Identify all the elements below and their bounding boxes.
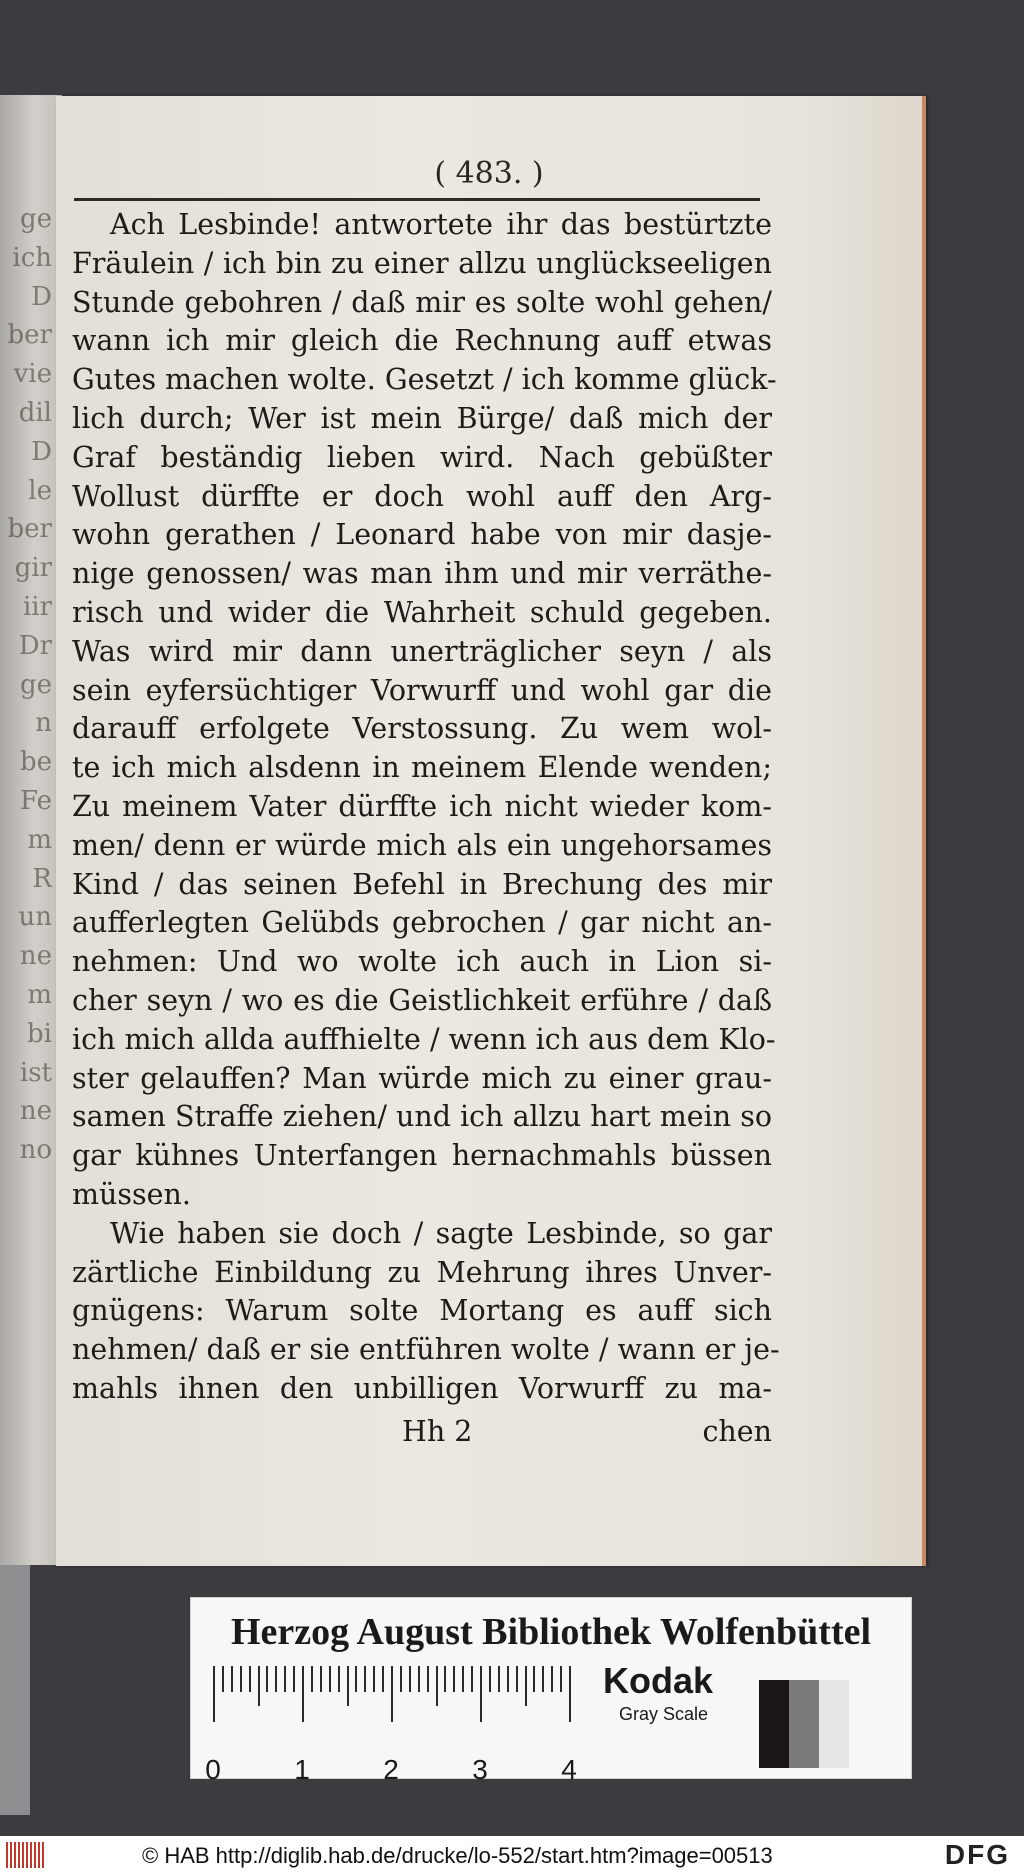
- ruler-tick: [258, 1666, 260, 1706]
- bleed-fragment: D: [31, 436, 52, 467]
- ruler-tick: [320, 1666, 322, 1692]
- book-page: [56, 96, 926, 1566]
- bleed-fragment: m: [27, 824, 52, 855]
- ruler-tick: [489, 1666, 491, 1692]
- ruler-tick: [533, 1666, 535, 1692]
- page-footer: [72, 1415, 772, 1455]
- text-line: Kind / das seinen Befehl in Brechung des mir: [72, 867, 772, 901]
- bleed-fragment: ge: [19, 204, 52, 234]
- bleed-fragment: n: [35, 708, 52, 739]
- text-line: lich durch; Wer ist mein Bürge/ daß mich der: [72, 401, 772, 435]
- catchword: chen: [702, 1415, 772, 1448]
- adjacent-page-lower: [0, 1565, 30, 1815]
- bleed-fragment: ist: [19, 1057, 52, 1088]
- ruler-tick: [213, 1666, 215, 1722]
- text-line: Graf beständig lieben wird. Nach gebüßter: [72, 440, 772, 474]
- ruler-tick: [275, 1666, 277, 1692]
- ruler-tick: [498, 1666, 500, 1692]
- bleed-fragment: gir: [14, 553, 52, 584]
- ruler-tick: [266, 1666, 268, 1692]
- bleed-fragment: le: [28, 475, 52, 506]
- ruler-tick: [453, 1666, 455, 1692]
- ruler-tick: [231, 1666, 233, 1692]
- bleed-fragment: ne: [19, 941, 52, 972]
- bleed-fragment: iir: [22, 591, 52, 622]
- text-line: Ach Lesbinde! antwortete ihr das bestürtzte: [110, 208, 772, 241]
- text-line: wohn gerathen / Leonard habe von mir dasje-: [72, 518, 772, 552]
- text-line: Stunde gebohren / daß mir es solte wohl gehen/: [72, 285, 772, 319]
- page-text: [72, 206, 780, 1409]
- bleed-fragment: m: [27, 979, 52, 1010]
- ruler-tick: [551, 1666, 553, 1692]
- ruler-tick: [542, 1666, 544, 1692]
- gray-scale-label: Gray Scale: [619, 1704, 709, 1724]
- header-rule: [74, 198, 760, 201]
- signature-mark: Hh 2: [402, 1415, 473, 1448]
- ruler-tick: [293, 1666, 295, 1692]
- ruler-tick: [302, 1666, 304, 1722]
- text-line: nige genossen/ was man ihm und mir verräthe-: [72, 557, 772, 591]
- text-line: wann ich mir gleich die Rechnung auff etwas: [72, 324, 772, 358]
- ruler-tick: [249, 1666, 251, 1692]
- text-line: darauff erfolgete Verstossung. Zu wem wol-: [72, 712, 772, 746]
- bleed-fragment: dil: [18, 397, 52, 428]
- ruler-number: 4: [561, 1754, 577, 1785]
- ruler-tick: [373, 1666, 375, 1692]
- bleed-fragment: D: [31, 281, 52, 312]
- ruler-tick: [355, 1666, 357, 1692]
- ruler-tick: [569, 1666, 571, 1722]
- bleed-fragment: Dr: [18, 630, 52, 661]
- ruler-number: 0: [205, 1754, 221, 1785]
- ruler-tick: [427, 1666, 429, 1692]
- gray-swatch: [759, 1680, 789, 1768]
- ruler-tick: [222, 1666, 224, 1692]
- ruler-number: 1: [294, 1754, 310, 1785]
- copyright-link[interactable]: © HAB http://diglib.hab.de/drucke/lo-552/start.htm?image=00513: [142, 1843, 773, 1868]
- ruler-tick: [284, 1666, 286, 1692]
- bleed-fragment: Fe: [19, 785, 52, 816]
- ruler-tick: [364, 1666, 366, 1692]
- text-line: nehmen: Und wo wolte ich auch in Lion si-: [72, 945, 772, 979]
- bleed-fragment: ne: [19, 1096, 52, 1127]
- text-line: Zu meinem Vater dürffte ich nicht wieder kom-: [72, 789, 772, 823]
- bleed-fragment: ich: [12, 242, 52, 273]
- text-line: Wie haben sie doch / sagte Lesbinde, so gar: [110, 1216, 772, 1250]
- text-line: te ich mich alsdenn in meinem Elende wenden;: [72, 751, 772, 785]
- bleed-fragment: ber: [7, 320, 52, 351]
- ruler-tick: [560, 1666, 562, 1692]
- text-line: risch und wider die Wahrheit schuld gegeben.: [72, 595, 772, 629]
- text-line: ster gelauffen? Man würde mich zu einer grau-: [72, 1061, 772, 1095]
- bleed-fragment: bi: [27, 1018, 52, 1049]
- ruler-tick: [516, 1666, 518, 1692]
- text-line: cher seyn / wo es die Geistlichkeit erführe / daß: [72, 983, 772, 1017]
- bleed-fragment: vie: [13, 359, 52, 390]
- ruler-tick: [409, 1666, 411, 1692]
- text-line: men/ denn er würde mich als ein ungehorsames: [72, 828, 772, 862]
- ruler-tick: [338, 1666, 340, 1692]
- text-line: gnügens: Warum solte Mortang es auff sich: [72, 1294, 772, 1328]
- ruler-tick: [462, 1666, 464, 1692]
- ruler-number: 3: [472, 1754, 488, 1785]
- color-target-card: [190, 1597, 912, 1785]
- text-line: Wollust dürffte er doch wohl auff den Arg-: [72, 479, 772, 513]
- bleed-fragment: R: [32, 863, 52, 894]
- bleed-fragment: un: [18, 902, 52, 933]
- page-number: ( 483. ): [434, 156, 544, 191]
- gray-swatch: [819, 1680, 849, 1768]
- ruler-tick: [311, 1666, 313, 1692]
- text-line: Was wird mir dann unerträglicher seyn / als: [72, 634, 772, 668]
- ruler-tick: [240, 1666, 242, 1692]
- bleed-fragment: no: [19, 1135, 52, 1166]
- kodak-logo: Kodak: [603, 1660, 714, 1701]
- text-line: Gutes machen wolte. Gesetzt / ich komme glück-: [72, 363, 777, 397]
- ruler-tick: [347, 1666, 349, 1706]
- ruler-tick: [436, 1666, 438, 1706]
- gray-swatch: [789, 1680, 819, 1768]
- ruler-tick: [525, 1666, 527, 1706]
- text-line: gar kühnes Unterfangen hernachmahls büssen: [72, 1139, 772, 1173]
- text-line: aufferlegten Gelübds gebrochen / gar nicht an-: [72, 906, 772, 940]
- text-line: nehmen/ daß er sie entführen wolte / wann er je-: [72, 1333, 780, 1367]
- ruler-tick: [400, 1666, 402, 1692]
- dfg-logo: DFG: [944, 1839, 1010, 1870]
- bleed-fragment: ber: [7, 514, 52, 545]
- measurement-ruler: [205, 1666, 577, 1785]
- ruler-tick: [391, 1666, 393, 1722]
- bleed-fragment: be: [19, 747, 52, 778]
- text-line: sein eyfersüchtiger Vorwurff und wohl gar die: [72, 673, 772, 707]
- adjacent-page-text: [0, 200, 52, 1440]
- text-line: samen Straffe ziehen/ und ich allzu hart mein so: [72, 1100, 772, 1134]
- ruler-number: 2: [383, 1754, 399, 1785]
- ruler-tick: [382, 1666, 384, 1692]
- ruler-tick: [471, 1666, 473, 1692]
- text-line: müssen.: [72, 1177, 191, 1211]
- attribution-bar: [0, 1836, 1024, 1874]
- text-line: Fräulein / ich bin zu einer allzu unglückseeligen: [72, 246, 772, 280]
- text-line: zärtliche Einbildung zu Mehrung ihres Unver-: [72, 1255, 772, 1289]
- bleed-fragment: ge: [19, 669, 52, 700]
- ruler-tick: [329, 1666, 331, 1692]
- hab-logo-icon: [6, 1842, 46, 1868]
- text-line: ich mich allda auffhielte / wenn ich aus dem Klo-: [72, 1022, 776, 1056]
- ruler-tick: [444, 1666, 446, 1692]
- ruler-tick: [418, 1666, 420, 1692]
- text-line: mahls ihnen den unbilligen Vorwurff zu ma-: [72, 1371, 772, 1405]
- ruler-tick: [507, 1666, 509, 1692]
- library-name: Herzog August Bibliothek Wolfenbüttel: [230, 1611, 872, 1653]
- ruler-tick: [480, 1666, 482, 1722]
